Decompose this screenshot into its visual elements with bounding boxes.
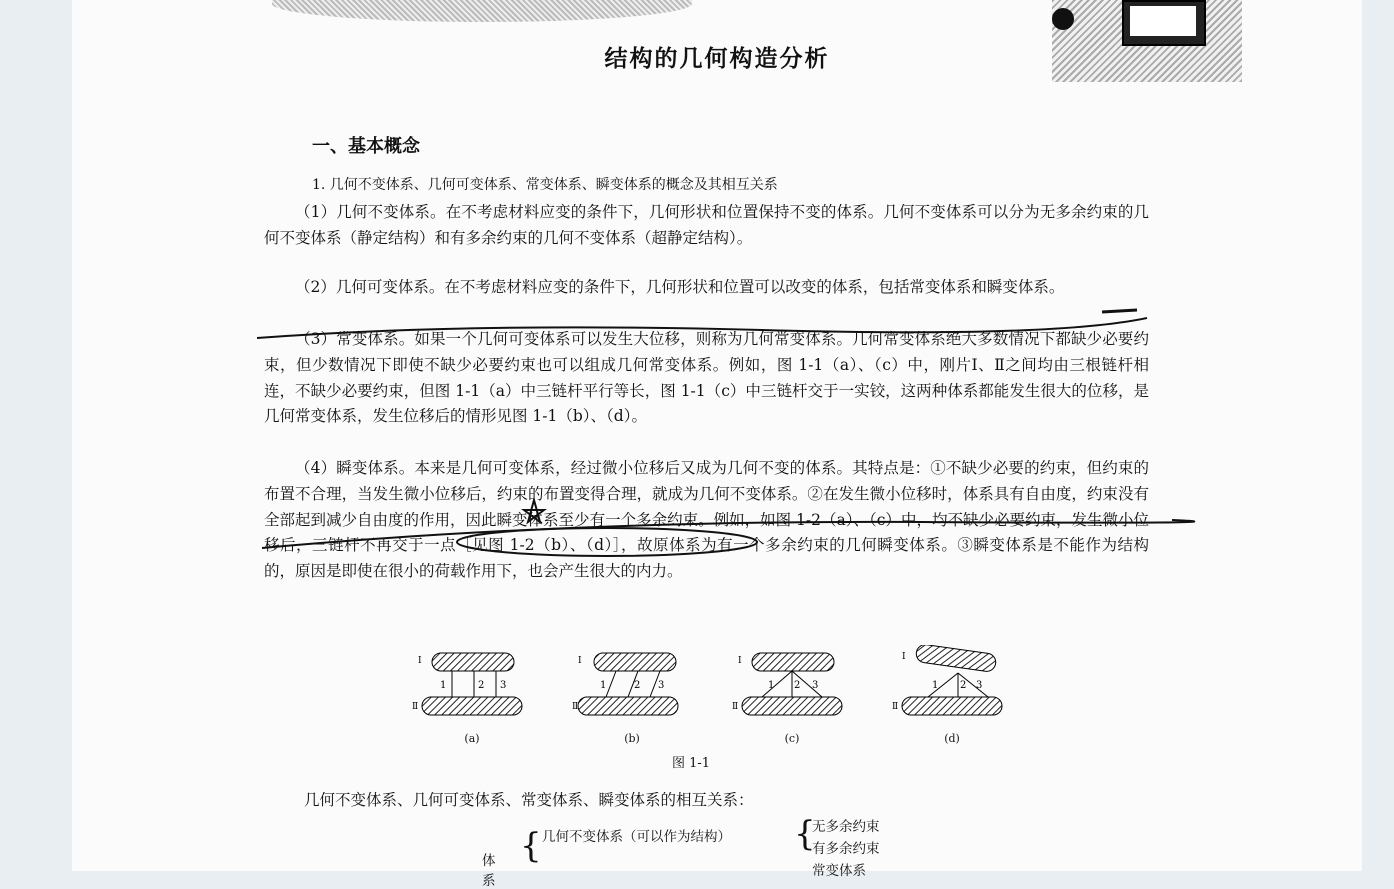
figure-b-drawing (572, 645, 692, 725)
svg-text:1: 1 (440, 680, 447, 691)
figure-a-label: (a) (464, 732, 480, 745)
svg-text:2: 2 (794, 680, 801, 691)
item-heading: 1. 几何不变体系、几何可变体系、常变体系、瞬变体系的概念及其相互关系 (312, 177, 778, 193)
document-page (72, 0, 1362, 889)
paragraph-constant-variable: （3）常变体系。如果一个几何可变体系可以发生大位移，则称为几何常变体系。几何常变体系绝大多数情况下都缺少必要约束，但少数情况下即使不缺少必要约束也可以组成几何常变体系。例如，图 1-1（a）、（c）中，刚片Ⅰ、Ⅱ之间均由三根链杆相连，不缺少必要约束，但图 1-1（a）中三链杆平行等长，图 1-1（c）中三链杆交于一实铰，这两种体系都能发生很大的位移，是几何常变体系，发生位移后的情形见图 1-1（b）、（d）。 (264, 330, 1149, 426)
tree-level2c: 常变体系 (812, 863, 866, 879)
section-heading: 一、基本概念 (312, 136, 420, 157)
svg-text:3: 3 (658, 680, 665, 691)
figure-caption: 图 1-1 (672, 756, 711, 771)
svg-text:Ⅱ: Ⅱ (892, 702, 899, 712)
figure-d-drawing (892, 645, 1012, 725)
svg-text:Ⅱ: Ⅱ (572, 702, 579, 712)
svg-text:1: 1 (600, 680, 607, 691)
figure-a (412, 645, 532, 745)
svg-text:3: 3 (500, 680, 507, 691)
relation-intro: 几何不变体系、几何可变体系、常变体系、瞬变体系的相互关系： (304, 791, 754, 809)
svg-text:Ⅰ: Ⅰ (902, 652, 906, 662)
svg-text:Ⅰ: Ⅰ (738, 656, 742, 666)
svg-text:1: 1 (932, 680, 939, 691)
dash-mark (1102, 310, 1137, 312)
page-title: 结构的几何构造分析 (604, 45, 830, 72)
figure-b-label: (b) (624, 732, 640, 745)
figure-c-label: (c) (784, 732, 800, 745)
figure-1-1 (412, 645, 1012, 745)
svg-text:Ⅱ: Ⅱ (412, 702, 419, 712)
brace-icon: { (794, 814, 816, 854)
tree-level2a: 无多余约束 (812, 819, 880, 835)
figure-d-label: (d) (944, 732, 960, 745)
paragraph-invariant: （1）几何不变体系。在不考虑材料应变的条件下，几何形状和位置保持不变的体系。几何不变体系可以分为无多余约束的几何不变体系（静定结构）和有多余约束的几何不变体系（超静定结构）。 (264, 203, 1149, 247)
svg-text:3: 3 (976, 680, 983, 691)
header-decoration (272, 0, 692, 22)
figure-b (572, 645, 692, 745)
tree-root: 体系 (482, 853, 496, 889)
svg-text:2: 2 (478, 680, 485, 691)
svg-text:Ⅱ: Ⅱ (732, 702, 739, 712)
svg-text:Ⅰ: Ⅰ (578, 656, 582, 666)
paragraph-variable: （2）几何可变体系。在不考虑材料应变的条件下，几何形状和位置可以改变的体系，包括常变体系和瞬变体系。 (295, 278, 1065, 296)
decoration-circle (1052, 8, 1074, 30)
svg-text:Ⅰ: Ⅰ (418, 656, 422, 666)
figure-d (892, 645, 1012, 745)
svg-text:2: 2 (960, 680, 967, 691)
svg-text:2: 2 (634, 680, 641, 691)
svg-text:1: 1 (768, 680, 775, 691)
tree-level2b: 有多余约束 (812, 841, 880, 857)
tree-level1: 几何不变体系（可以作为结构） (542, 829, 731, 845)
paragraph-instantaneous: （4）瞬变体系。本来是几何可变体系，经过微小位移后又成为几何不变的体系。其特点是：①不缺少必要的约束，但约束的布置不合理，当发生微小位移后，约束的布置变得合理，就成为几何不变体系。②在发生微小位移时，体系具有自由度，约束没有全部起到减少自由度的作用，因此瞬变体系至少有一个多余约束。例如，如图 1-2（a）、（c）中，均不缺少必要约束，发生微小位移后，三链杆不再交于一点［见图 1-2（b）、（d）］，故原体系为有一个多余约束的几何瞬变体系。③瞬变体系是不能作为结构的，原因是即使在很小的荷载作用下，也会产生很大的内力。 (264, 459, 1149, 581)
figure-c-drawing (732, 645, 852, 725)
figure-a-drawing (412, 645, 532, 725)
figure-c (732, 645, 852, 745)
svg-text:3: 3 (812, 680, 819, 691)
brace-icon: { (520, 826, 542, 866)
